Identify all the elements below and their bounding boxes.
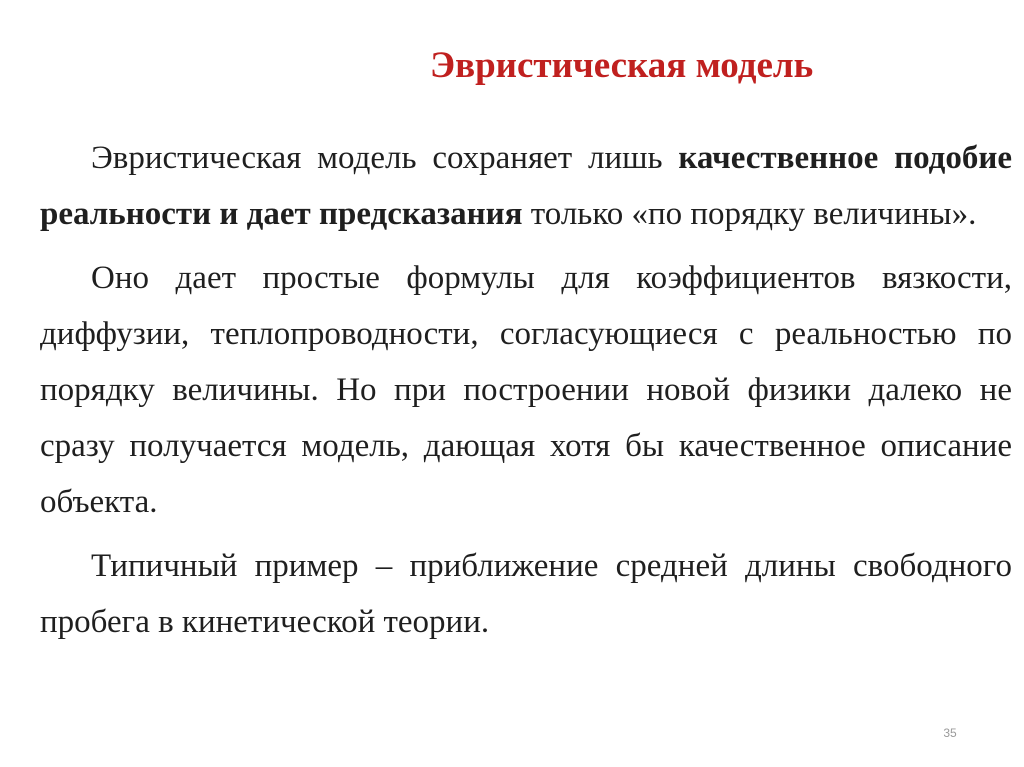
slide-body	[40, 130, 1012, 658]
paragraph-3	[40, 538, 1012, 650]
paragraph-2	[40, 250, 1012, 530]
slide-title: Эвристическая модель	[430, 45, 814, 86]
paragraph-1	[40, 130, 1012, 242]
paragraph-2-run-1: Оно дает простые формулы для коэффициентов вязкости, диффузии, теплопроводности, согласующиеся с реальностью по порядку величины. Но при построении новой физики далеко не сразу получается модель, дающая хотя бы качественное описание объекта.	[40, 260, 1012, 520]
paragraph-1-run-1: Эвристическая модель сохраняет лишь	[91, 140, 679, 176]
paragraph-1-run-3: только «по порядку величины».	[522, 196, 977, 232]
paragraph-1-bold-phrase: качественное подобие реальности и дает предсказания	[40, 140, 1012, 232]
paragraph-3-run-1: Типичный пример – приближение средней длины свободного пробега в кинетической теории.	[40, 548, 1012, 640]
page-number: 35	[943, 726, 957, 740]
